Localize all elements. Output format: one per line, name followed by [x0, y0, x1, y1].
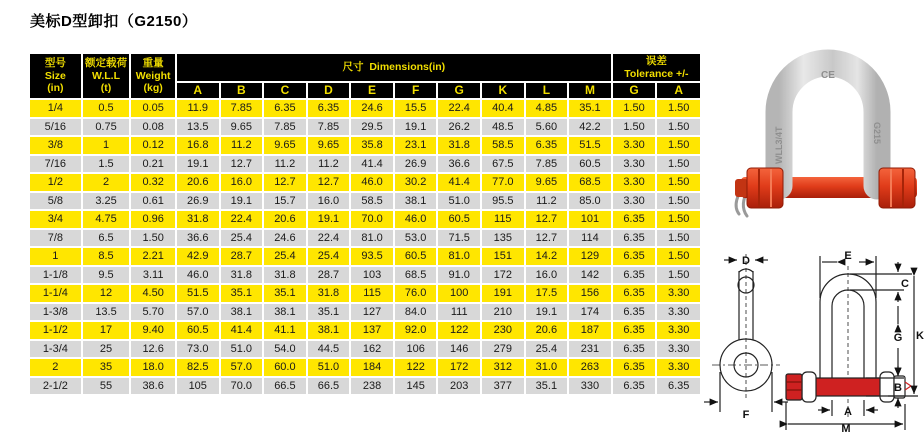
table-cell: 11.2 [308, 156, 350, 173]
table-cell: 60.5 [395, 248, 437, 265]
dim-label-m: M [841, 423, 851, 435]
spec-table [28, 52, 702, 396]
table-cell: 7.85 [221, 100, 263, 117]
table-cell: 106 [395, 341, 437, 358]
table-row [30, 230, 700, 247]
table-cell: 35.1 [308, 304, 350, 321]
shackle-photo [733, 26, 923, 238]
table-cell: 18.0 [131, 359, 175, 376]
table-cell: 36.6 [177, 230, 219, 247]
table-cell: 4.75 [83, 211, 130, 228]
table-cell: 11.9 [177, 100, 219, 117]
table-cell: 184 [351, 359, 393, 376]
table-cell: 2 [83, 174, 130, 191]
table-cell: 6.35 [657, 378, 700, 395]
table-cell: 51.0 [308, 359, 350, 376]
table-cell: 3.30 [613, 174, 656, 191]
table-cell: 41.1 [264, 322, 306, 339]
table-cell: 2 [30, 359, 81, 376]
table-cell: 142 [569, 267, 611, 284]
table-cell: 1-3/8 [30, 304, 81, 321]
table-cell: 26.9 [177, 193, 219, 210]
table-cell: 9.65 [221, 119, 263, 136]
table-cell: 84.0 [395, 304, 437, 321]
table-cell: 66.5 [264, 378, 306, 395]
table-cell: 67.5 [482, 156, 524, 173]
table-cell: 187 [569, 322, 611, 339]
table-cell: 3.25 [83, 193, 130, 210]
table-cell: 3/8 [30, 137, 81, 154]
table-cell: 1.50 [657, 174, 700, 191]
table-row [30, 193, 700, 210]
table-cell: 5/8 [30, 193, 81, 210]
marking-wll: WLL3/4T [774, 126, 784, 164]
table-cell: 44.5 [308, 341, 350, 358]
table-cell: 60.5 [177, 322, 219, 339]
dim-label-a: A [844, 406, 852, 418]
table-cell: 6.35 [613, 267, 656, 284]
table-cell: 3.30 [657, 285, 700, 302]
table-cell: 6.35 [613, 285, 656, 302]
table-cell: 22.4 [438, 100, 480, 117]
table-cell: 29.5 [351, 119, 393, 136]
table-cell: 174 [569, 304, 611, 321]
table-cell: 54.0 [264, 341, 306, 358]
table-cell: 6.35 [613, 322, 656, 339]
table-cell: 24.6 [264, 230, 306, 247]
table-cell: 6.5 [83, 230, 130, 247]
table-cell: 17.5 [526, 285, 568, 302]
table-row [30, 304, 700, 321]
table-cell: 22.4 [221, 211, 263, 228]
table-cell: 1/2 [30, 174, 81, 191]
table-cell: 71.5 [438, 230, 480, 247]
table-cell: 19.1 [526, 304, 568, 321]
table-cell: 12.7 [221, 156, 263, 173]
table-cell: 115 [482, 211, 524, 228]
table-cell: 28.7 [308, 267, 350, 284]
table-cell: 1-1/8 [30, 267, 81, 284]
table-cell: 203 [438, 378, 480, 395]
table-cell: 68.5 [395, 267, 437, 284]
tol-letter: G [613, 83, 656, 98]
table-cell: 137 [351, 322, 393, 339]
table-cell: 25 [83, 341, 130, 358]
table-cell: 38.1 [395, 193, 437, 210]
table-cell: 1-3/4 [30, 341, 81, 358]
table-cell: 19.1 [395, 119, 437, 136]
table-cell: 172 [482, 267, 524, 284]
table-cell: 101 [569, 211, 611, 228]
table-cell: 0.61 [131, 193, 175, 210]
table-cell: 35.1 [264, 285, 306, 302]
diagram-pin [810, 378, 886, 396]
dim-label-e: E [844, 250, 852, 262]
table-cell: 25.4 [526, 341, 568, 358]
table-cell: 12.7 [308, 174, 350, 191]
dim-label-k: K [916, 330, 924, 342]
table-cell: 77.0 [482, 174, 524, 191]
table-cell: 145 [395, 378, 437, 395]
table-cell: 172 [438, 359, 480, 376]
table-cell: 191 [482, 285, 524, 302]
dim-letter: B [221, 83, 263, 98]
table-row [30, 285, 700, 302]
table-cell: 19.1 [308, 211, 350, 228]
table-cell: 2.21 [131, 248, 175, 265]
table-cell: 1-1/4 [30, 285, 81, 302]
table-cell: 66.5 [308, 378, 350, 395]
table-cell: 51.0 [221, 341, 263, 358]
table-cell: 7/8 [30, 230, 81, 247]
table-cell: 12.6 [131, 341, 175, 358]
dim-letter: C [264, 83, 306, 98]
table-row [30, 156, 700, 173]
table-cell: 279 [482, 341, 524, 358]
dim-letter: A [177, 83, 219, 98]
table-cell: 15.7 [264, 193, 306, 210]
table-cell: 40.4 [482, 100, 524, 117]
table-cell: 81.0 [438, 248, 480, 265]
table-cell: 17 [83, 322, 130, 339]
table-cell: 11.2 [264, 156, 306, 173]
table-cell: 31.8 [438, 137, 480, 154]
table-cell: 127 [351, 304, 393, 321]
table-cell: 162 [351, 341, 393, 358]
table-cell: 111 [438, 304, 480, 321]
table-row [30, 174, 700, 191]
dim-label-f: F [742, 409, 750, 421]
table-cell: 26.9 [395, 156, 437, 173]
table-cell: 46.0 [351, 174, 393, 191]
table-cell: 122 [395, 359, 437, 376]
table-cell: 230 [482, 322, 524, 339]
table-cell: 60.0 [264, 359, 306, 376]
table-cell: 0.12 [131, 137, 175, 154]
table-cell: 146 [438, 341, 480, 358]
table-cell: 13.5 [83, 304, 130, 321]
table-cell: 1-1/2 [30, 322, 81, 339]
header-weight: 重量 Weight (kg) [131, 54, 175, 98]
dim-letter: E [351, 83, 393, 98]
table-cell: 60.5 [569, 156, 611, 173]
table-cell: 1.50 [657, 267, 700, 284]
table-cell: 31.8 [264, 267, 306, 284]
table-cell: 6.35 [308, 100, 350, 117]
table-cell: 6.35 [613, 304, 656, 321]
table-cell: 31.8 [177, 211, 219, 228]
table-cell: 12.7 [526, 230, 568, 247]
table-cell: 263 [569, 359, 611, 376]
table-cell: 58.5 [351, 193, 393, 210]
table-cell: 1.5 [83, 156, 130, 173]
table-cell: 58.5 [482, 137, 524, 154]
table-cell: 53.0 [395, 230, 437, 247]
table-cell: 20.6 [177, 174, 219, 191]
table-cell: 25.4 [264, 248, 306, 265]
table-cell: 1/4 [30, 100, 81, 117]
dim-label-d: D [742, 255, 750, 267]
table-cell: 135 [482, 230, 524, 247]
table-cell: 231 [569, 341, 611, 358]
header-wll: 额定载荷 W.L.L (t) [83, 54, 130, 98]
table-cell: 1.50 [657, 193, 700, 210]
dim-label-g: G [893, 332, 903, 344]
header-dimensions: 尺寸 Dimensions(in) [177, 54, 611, 81]
table-cell: 51.5 [569, 137, 611, 154]
table-cell: 122 [438, 322, 480, 339]
table-cell: 35.1 [526, 378, 568, 395]
table-cell: 11.2 [526, 193, 568, 210]
pin-end-cap [735, 179, 748, 197]
table-cell: 12.7 [526, 211, 568, 228]
table-cell: 1 [83, 137, 130, 154]
table-cell: 16.0 [221, 174, 263, 191]
table-cell: 6.35 [613, 230, 656, 247]
table-cell: 3.30 [657, 322, 700, 339]
table-cell: 238 [351, 378, 393, 395]
table-cell: 20.6 [264, 211, 306, 228]
table-cell: 5.70 [131, 304, 175, 321]
table-cell: 8.5 [83, 248, 130, 265]
table-row [30, 211, 700, 228]
table-cell: 19.1 [177, 156, 219, 173]
table-cell: 6.35 [613, 341, 656, 358]
table-cell: 15.5 [395, 100, 437, 117]
table-cell: 6.35 [264, 100, 306, 117]
table-cell: 70.0 [221, 378, 263, 395]
table-cell: 1.50 [613, 119, 656, 136]
table-cell: 7.85 [526, 156, 568, 173]
table-cell: 92.0 [395, 322, 437, 339]
table-cell: 11.2 [221, 137, 263, 154]
table-cell: 9.65 [308, 137, 350, 154]
dim-letter: D [308, 83, 350, 98]
table-cell: 5.60 [526, 119, 568, 136]
table-cell: 0.08 [131, 119, 175, 136]
table-cell: 0.21 [131, 156, 175, 173]
table-cell: 3/4 [30, 211, 81, 228]
table-cell: 51.5 [177, 285, 219, 302]
table-cell: 35.1 [569, 100, 611, 117]
table-cell: 3.30 [613, 137, 656, 154]
table-cell: 115 [351, 285, 393, 302]
table-cell: 73.0 [177, 341, 219, 358]
table-cell: 57.0 [177, 304, 219, 321]
table-cell: 3.30 [613, 156, 656, 173]
table-row [30, 119, 700, 136]
table-cell: 31.8 [221, 267, 263, 284]
table-cell: 38.1 [308, 322, 350, 339]
table-cell: 3.30 [613, 193, 656, 210]
table-cell: 3.30 [657, 359, 700, 376]
header-group-row [30, 54, 700, 81]
table-cell: 114 [569, 230, 611, 247]
table-cell: 76.0 [395, 285, 437, 302]
table-cell: 3.30 [657, 341, 700, 358]
table-cell: 0.75 [83, 119, 130, 136]
dim-letter: G [438, 83, 480, 98]
table-cell: 41.4 [221, 322, 263, 339]
spec-table-body [30, 100, 700, 394]
table-cell: 6.35 [613, 248, 656, 265]
table-cell: 46.0 [395, 211, 437, 228]
table-cell: 156 [569, 285, 611, 302]
table-row [30, 248, 700, 265]
shackle-diagram [698, 240, 924, 435]
table-cell: 91.0 [438, 267, 480, 284]
table-cell: 4.85 [526, 100, 568, 117]
dim-label-c: C [901, 278, 909, 290]
table-cell: 330 [569, 378, 611, 395]
table-cell: 1.50 [657, 230, 700, 247]
table-cell: 377 [482, 378, 524, 395]
table-cell: 0.96 [131, 211, 175, 228]
table-cell: 9.65 [264, 137, 306, 154]
table-cell: 12 [83, 285, 130, 302]
dim-letter: L [526, 83, 568, 98]
table-cell: 6.35 [613, 359, 656, 376]
table-cell: 48.5 [482, 119, 524, 136]
table-cell: 20.6 [526, 322, 568, 339]
table-cell: 60.5 [438, 211, 480, 228]
table-cell: 26.2 [438, 119, 480, 136]
pin-hex-nut [879, 168, 915, 208]
table-cell: 6.35 [613, 378, 656, 395]
table-cell: 7/16 [30, 156, 81, 173]
table-cell: 19.1 [221, 193, 263, 210]
table-cell: 5/16 [30, 119, 81, 136]
table-cell: 42.9 [177, 248, 219, 265]
table-cell: 14.2 [526, 248, 568, 265]
header-size: 型号 Size (in) [30, 54, 81, 98]
table-cell: 1.50 [657, 119, 700, 136]
table-cell: 81.0 [351, 230, 393, 247]
table-cell: 210 [482, 304, 524, 321]
table-row [30, 267, 700, 284]
page-title: 美标D型卸扣（G2150） [30, 13, 198, 30]
table-cell: 55 [83, 378, 130, 395]
table-cell: 70.0 [351, 211, 393, 228]
table-cell: 13.5 [177, 119, 219, 136]
table-cell: 41.4 [351, 156, 393, 173]
table-cell: 105 [177, 378, 219, 395]
table-cell: 57.0 [221, 359, 263, 376]
table-cell: 93.5 [351, 248, 393, 265]
table-cell: 312 [482, 359, 524, 376]
table-cell: 16.0 [526, 267, 568, 284]
table-cell: 25.4 [308, 248, 350, 265]
table-cell: 82.5 [177, 359, 219, 376]
table-cell: 1.50 [657, 137, 700, 154]
table-cell: 1.50 [131, 230, 175, 247]
table-cell: 68.5 [569, 174, 611, 191]
table-cell: 38.6 [131, 378, 175, 395]
dim-letter: M [569, 83, 611, 98]
table-cell: 6.35 [526, 137, 568, 154]
table-cell: 31.0 [526, 359, 568, 376]
table-cell: 85.0 [569, 193, 611, 210]
table-cell: 38.1 [264, 304, 306, 321]
table-row [30, 341, 700, 358]
table-cell: 51.0 [438, 193, 480, 210]
table-cell: 2-1/2 [30, 378, 81, 395]
table-cell: 35.1 [221, 285, 263, 302]
table-cell: 103 [351, 267, 393, 284]
table-cell: 4.50 [131, 285, 175, 302]
table-cell: 12.7 [264, 174, 306, 191]
table-cell: 41.4 [438, 174, 480, 191]
table-cell: 129 [569, 248, 611, 265]
table-cell: 24.6 [351, 100, 393, 117]
table-cell: 38.1 [221, 304, 263, 321]
table-row [30, 322, 700, 339]
table-cell: 0.32 [131, 174, 175, 191]
header-tolerance: 误差 Tolerance +/- [613, 54, 700, 81]
table-row [30, 359, 700, 376]
marking-ce: CE [821, 70, 835, 81]
table-cell: 100 [438, 285, 480, 302]
table-cell: 0.5 [83, 100, 130, 117]
table-cell: 1.50 [613, 100, 656, 117]
table-cell: 30.2 [395, 174, 437, 191]
table-cell: 35 [83, 359, 130, 376]
table-cell: 3.11 [131, 267, 175, 284]
table-row [30, 100, 700, 117]
table-cell: 1.50 [657, 156, 700, 173]
table-cell: 9.40 [131, 322, 175, 339]
dim-label-b: B [894, 382, 902, 394]
table-cell: 35.8 [351, 137, 393, 154]
table-cell: 9.5 [83, 267, 130, 284]
table-cell: 16.8 [177, 137, 219, 154]
table-cell: 1.50 [657, 211, 700, 228]
table-cell: 31.8 [308, 285, 350, 302]
tol-letter: A [657, 83, 700, 98]
table-cell: 7.85 [308, 119, 350, 136]
table-cell: 9.65 [526, 174, 568, 191]
table-cell: 3.30 [657, 304, 700, 321]
table-cell: 6.35 [613, 211, 656, 228]
dim-letter: F [395, 83, 437, 98]
dim-letter: K [482, 83, 524, 98]
table-cell: 1.50 [657, 248, 700, 265]
table-row [30, 137, 700, 154]
table-cell: 1.50 [657, 100, 700, 117]
table-cell: 0.05 [131, 100, 175, 117]
table-cell: 42.2 [569, 119, 611, 136]
table-cell: 7.85 [264, 119, 306, 136]
table-cell: 16.0 [308, 193, 350, 210]
table-cell: 28.7 [221, 248, 263, 265]
table-cell: 1 [30, 248, 81, 265]
table-cell: 46.0 [177, 267, 219, 284]
table-cell: 23.1 [395, 137, 437, 154]
table-cell: 36.6 [438, 156, 480, 173]
table-cell: 22.4 [308, 230, 350, 247]
table-row [30, 378, 700, 395]
table-cell: 95.5 [482, 193, 524, 210]
table-cell: 25.4 [221, 230, 263, 247]
marking-grade: G215 [872, 122, 882, 145]
table-cell: 151 [482, 248, 524, 265]
pin-hex-head [747, 168, 783, 208]
